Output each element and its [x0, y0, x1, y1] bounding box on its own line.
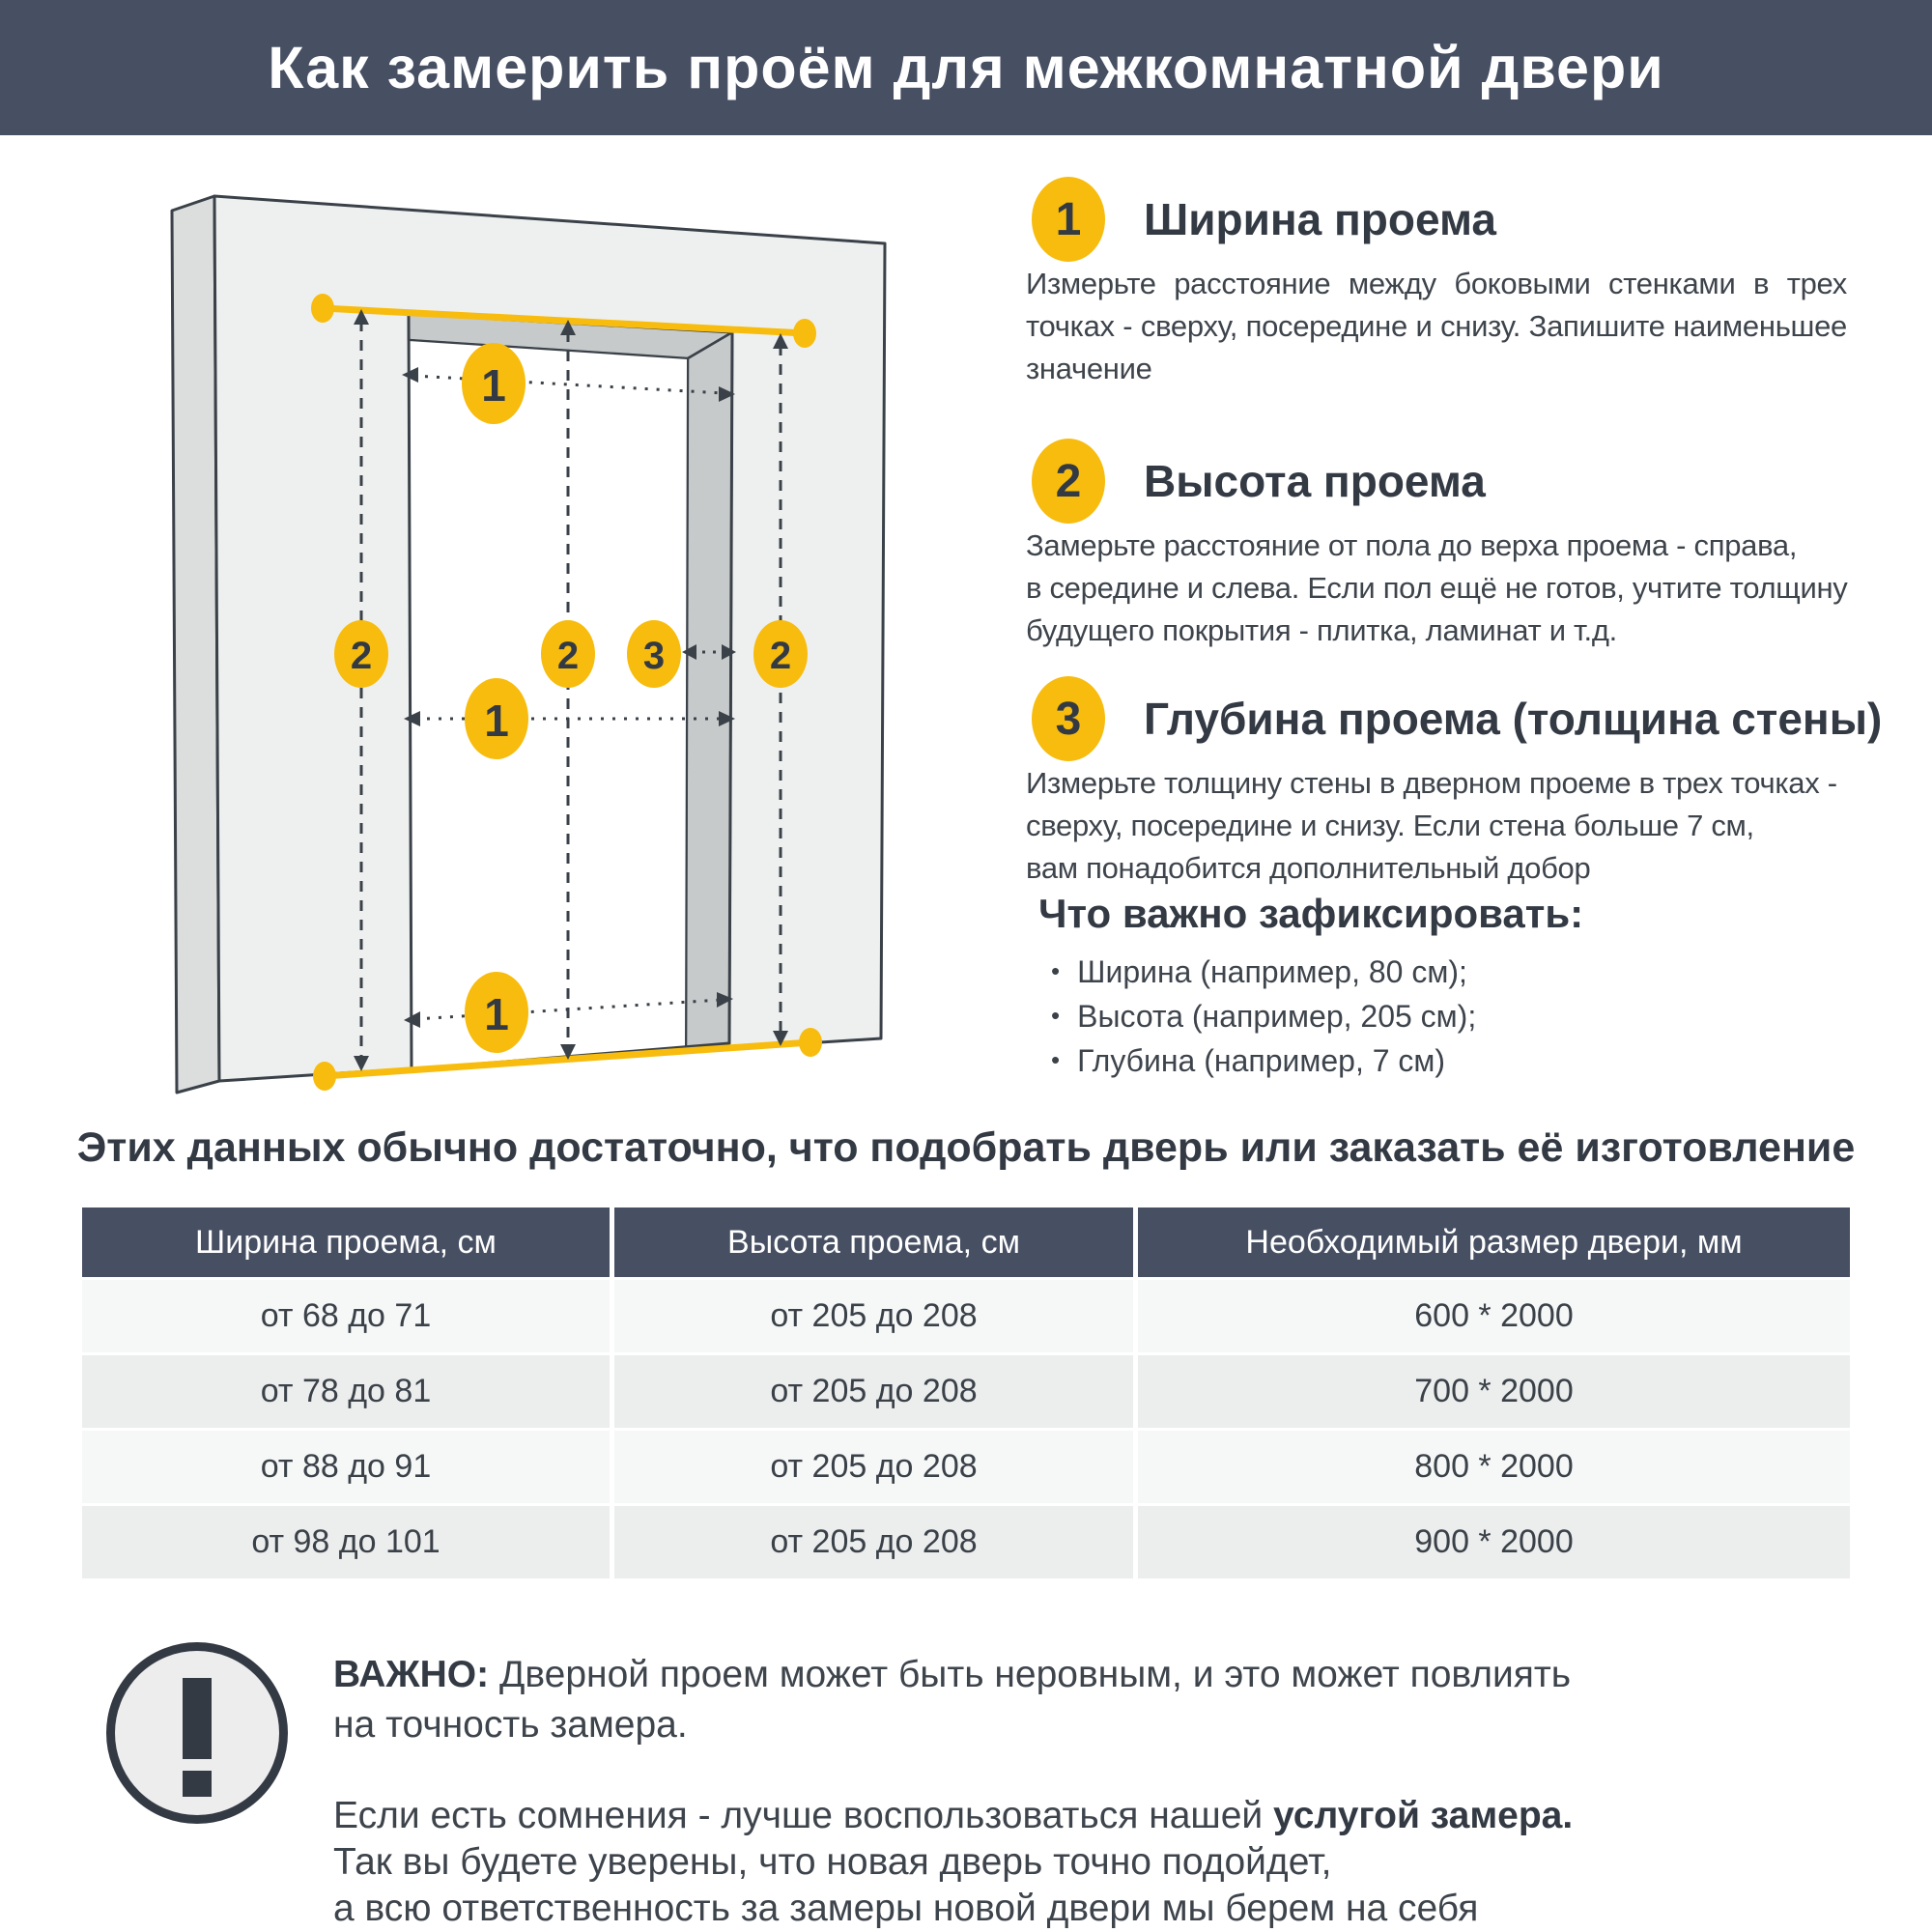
marker-width-middle [465, 678, 528, 759]
step-2-header [1032, 439, 1486, 524]
opening-interior [409, 340, 688, 1069]
step-3-body-line: Измерьте толщину стены в дверном проеме в трех точках - [1026, 766, 1837, 800]
table-cell: от 68 до 71 [82, 1280, 610, 1352]
checklist-title: Что важно зафиксировать: [1038, 891, 1584, 936]
marker-height-left [334, 620, 388, 688]
checklist-item-text: Глубина (например, 7 см) [1077, 1043, 1446, 1078]
table-cell: от 88 до 91 [82, 1431, 610, 1503]
table-cell: от 205 до 208 [614, 1280, 1133, 1352]
svg-text:2: 2 [556, 635, 580, 677]
warning-line: Так вы будете уверены, что новая дверь точно подойдет, [333, 1841, 1332, 1883]
measure-service-highlight: услугой замера. [1273, 1795, 1574, 1836]
step-1-body-line: точках - сверху, посередине и снизу. Запишите наименьшее [1026, 309, 1847, 343]
checklist-item-text: Высота (например, 205 см); [1077, 999, 1477, 1034]
step-1-body [1026, 263, 1847, 390]
step-3-body-line: вам понадобится дополнительный добор [1026, 851, 1591, 885]
step-3-body-line: сверху, посередине и снизу. Если стена больше 7 см, [1026, 809, 1754, 842]
list-item [1051, 1043, 1476, 1088]
step-1-header [1032, 177, 1496, 262]
step-3-title: Глубина проема (толщина стены) [1144, 694, 1883, 744]
list-item [1051, 954, 1476, 999]
marker-height-middle [541, 620, 595, 688]
bullet-icon: • [1051, 1001, 1061, 1030]
marker-width-top [462, 343, 526, 424]
warning-line: а всю ответственность за замеры новой двери мы берем на себя [333, 1888, 1479, 1929]
step-1-body-line: Измерьте расстояние между боковыми стенками в трех [1026, 267, 1847, 300]
exclamation-bar [183, 1678, 212, 1759]
svg-text:3: 3 [642, 635, 666, 677]
table-cell: 600 * 2000 [1138, 1280, 1850, 1352]
step-3-number-badge: 3 [1032, 676, 1105, 761]
table-header-cell: Высота проема, см [614, 1208, 1133, 1277]
wall-side-face [172, 196, 219, 1093]
list-item [1051, 999, 1476, 1043]
step-3-body [1026, 762, 1847, 890]
step-2-body [1026, 525, 1847, 652]
table-cell: от 205 до 208 [614, 1506, 1133, 1578]
step-1-number-badge: 1 [1032, 177, 1105, 262]
exclamation-dot [183, 1771, 212, 1797]
step-2-number-badge: 2 [1032, 439, 1105, 524]
table-cell: 700 * 2000 [1138, 1355, 1850, 1428]
step-2-body-line: в середине и слева. Если пол ещё не готов, учтите толщину [1026, 571, 1848, 605]
svg-text:1: 1 [484, 989, 509, 1039]
warning-text: Дверной проем может быть неровным, и это может повлиять [489, 1654, 1572, 1695]
warning-paragraph-1 [333, 1650, 1571, 1750]
bullet-icon: • [1051, 1045, 1061, 1074]
svg-text:2: 2 [350, 635, 373, 677]
table-header-cell: Ширина проема, см [82, 1208, 610, 1277]
page-title: Как замерить проём для межкомнатной двери [268, 35, 1664, 100]
checklist-item-text: Ширина (например, 80 см); [1077, 954, 1467, 989]
warning-paragraph-2 [333, 1793, 1573, 1932]
step-2-body-line: будущего покрытия - плитка, ламинат и т.д. [1026, 613, 1617, 647]
svg-text:1: 1 [481, 360, 506, 411]
marker-height-right [753, 620, 808, 688]
warning-line [333, 1793, 1573, 1839]
step-2-body-line: Замерьте расстояние от пола до верха проема - справа, [1026, 528, 1798, 562]
header-bar [0, 0, 1932, 135]
step-2-title: Высота проема [1144, 456, 1486, 506]
table-intro-heading: Этих данных обычно достаточно, что подобрать дверь или заказать её изготовление [76, 1124, 1856, 1171]
warning-label: ВАЖНО: [333, 1654, 490, 1695]
warning-text: Если есть сомнения - лучше воспользоваться нашей [333, 1795, 1274, 1836]
svg-text:2: 2 [769, 635, 792, 677]
step-1-body-line: значение [1026, 352, 1152, 385]
table-cell: от 98 до 101 [82, 1506, 610, 1578]
marker-width-bottom [465, 972, 528, 1053]
table-cell: от 205 до 208 [614, 1355, 1133, 1428]
exclamation-icon [106, 1642, 288, 1824]
table-header-cell: Необходимый размер двери, мм [1138, 1208, 1850, 1277]
table-cell: от 78 до 81 [82, 1355, 610, 1428]
table-cell: 800 * 2000 [1138, 1431, 1850, 1503]
bullet-icon: • [1051, 956, 1061, 985]
door-size-table [82, 1208, 1852, 1578]
svg-text:1: 1 [484, 696, 509, 746]
warning-line: на точность замера. [333, 1704, 688, 1746]
checklist [1051, 954, 1476, 1088]
door-opening-diagram [97, 145, 966, 1111]
marker-depth [627, 620, 681, 688]
step-1-title: Ширина проема [1144, 194, 1496, 244]
table-cell: 900 * 2000 [1138, 1506, 1850, 1578]
table-cell: от 205 до 208 [614, 1431, 1133, 1503]
step-3-header [1032, 676, 1882, 761]
opening-right-jamb [686, 332, 732, 1049]
warning-line [333, 1650, 1571, 1700]
